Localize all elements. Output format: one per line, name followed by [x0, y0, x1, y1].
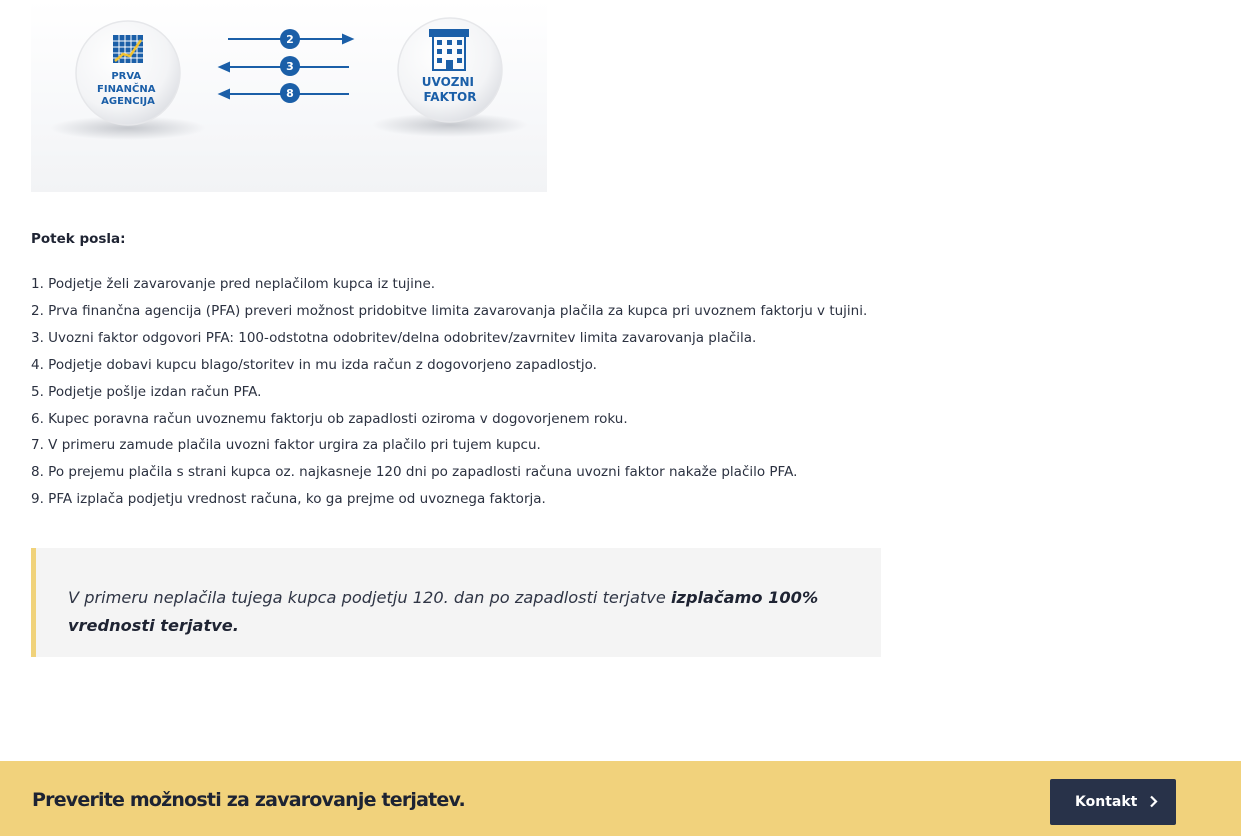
contact-button-label: Kontakt [1075, 794, 1138, 810]
right-circle-line-1: UVOZNI [421, 75, 475, 89]
factoring-diagram [31, 0, 547, 192]
left-circle-line-1: PRVA [111, 71, 142, 82]
left-circle-line-2: FINANČNA [97, 84, 156, 95]
arrow-left-icon [220, 90, 229, 98]
step-number: 3 [286, 60, 294, 73]
list-item: 1. Podjetje želi zavarovanje pred neplačilom kupca iz tujine. [31, 276, 436, 292]
highlight-quote [31, 548, 881, 657]
arrow-left-icon [220, 63, 229, 71]
list-item: 8. Po prejemu plačila s strani kupca oz. najkasneje 120 dni po zapadlosti računa uvozni faktor nakaže plačilo PFA. [31, 464, 798, 481]
cta-title: Preverite možnosti za zavarovanje terjatev. [32, 789, 465, 811]
quote-text: V primeru neplačila tujega kupca podjetju 120. dan po zapadlosti terjatve [68, 588, 671, 607]
chart-grid-icon [113, 35, 143, 63]
list-item: 5. Podjetje pošlje izdan račun PFA. [31, 383, 262, 400]
list-item: 3. Uvozni faktor odgovori PFA: 100-odstotna odobritev/delna odobritev/zavrnitev limita zavarovanja plačila. [31, 329, 757, 346]
process-steps-list [31, 271, 891, 513]
step-number: 2 [286, 33, 294, 46]
contact-button[interactable] [1050, 779, 1176, 825]
section-label: Potek posla: [31, 231, 126, 247]
cta-band [0, 761, 1241, 836]
left-circle-line-3: AGENCIJA [101, 96, 155, 107]
svg-text:UVOZNI FAKTOR [422, 75, 478, 104]
list-item: 7. V primeru zamude plačila uvozni faktor urgira za plačilo pri tujem kupcu. [31, 437, 541, 454]
arrow-right-icon [343, 35, 352, 43]
list-item: 6. Kupec poravna račun uvoznemu faktorju ob zapadlosti oziroma v dogovorjenem roku. [31, 410, 628, 427]
list-item: 4. Podjetje dobavi kupcu blago/storitev in mu izda račun z dogovorjeno zapadlostjo. [31, 356, 597, 373]
step-number: 8 [286, 87, 294, 100]
list-item: 2. Prva finančna agencija (PFA) preveri možnost pridobitve limita zavarovanja plačila za kupca pri uvoznem faktorju v tujini. [31, 302, 868, 319]
list-item: 9. PFA izplača podjetju vrednost računa, ko ga prejme od uvoznega faktorja. [31, 491, 546, 508]
quote-bold-text: izplačamo 100% vrednosti terjatve. [68, 588, 819, 635]
diagram-graphic [31, 0, 547, 192]
right-circle-line-2: FAKTOR [423, 90, 477, 104]
chevron-right-icon [1149, 793, 1158, 812]
